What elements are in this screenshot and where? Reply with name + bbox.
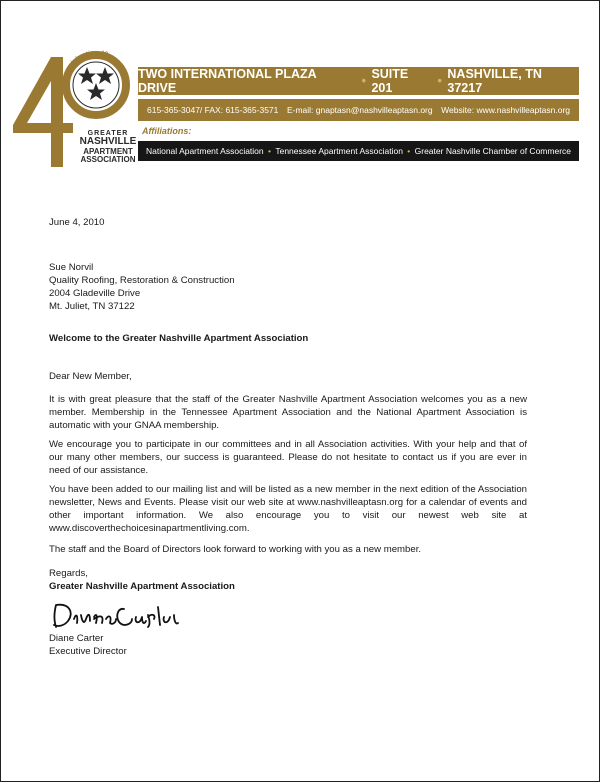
recipient-block [49,261,235,313]
bullet-icon: • [265,146,274,156]
paragraph-mailing-list: You have been added to our mailing list and will be listed as a new member in the next edition of the Association newsletter, News and Events. Please visit our web site at www.nashvilleaptasn.org for a calendar of events and other important information. We also encourage you to visit our newest web site at www.discoverthechoicesinapartmentliving.com. [49,484,527,534]
paragraph-participate: We encourage you to participate in our committees and in all Association activities. With your help and that of our many other members, our success is guaranteed. Please do not hesitate to contact us if you are ever in need of our assistance. [49,439,527,476]
salutation: Dear New Member, [49,371,132,382]
logo-greater: GREATER [87,130,129,137]
paragraph-welcome: It is with great pleasure that the staff of the Greater Nashville Apartment Association welcomes you as a new member. Membership in the Tennessee Apartment Association and the National Apartment Association is automatic with your GNAA membership. [49,394,527,431]
bullet-icon: • [434,74,446,88]
closing-org: Greater Nashville Apartment Association [49,581,235,592]
affiliations-label: Affiliations: [142,126,192,136]
affiliation-chamber: Greater Nashville Chamber of Commerce [414,146,571,156]
affiliation-naa: National Apartment Association [145,146,264,156]
recipient-city: Mt. Juliet, TN 37122 [49,301,135,312]
email-link[interactable]: E-mail: gnaptasn@nashvilleaptasn.org [286,105,433,115]
gnaa-40-years-logo [11,37,139,171]
closing: Regards, [49,568,88,579]
affiliations-bar [138,141,579,161]
signer-title: Executive Director [49,646,127,657]
signer-name: Diane Carter [49,633,104,644]
letter-subject: Welcome to the Greater Nashville Apartment Association [49,333,309,344]
recipient-name: Sue Norvil [49,262,94,273]
address-suite: SUITE 201 [371,67,409,95]
recipient-company: Quality Roofing, Restoration & Construction [49,275,235,286]
website-link[interactable]: Website: www.nashvilleaptasn.org [441,105,570,115]
recipient-street: 2004 Gladeville Drive [49,288,141,299]
logo-apartment: APARTMENT [83,147,133,156]
contact-bar [138,99,579,121]
bullet-icon: • [358,74,370,88]
affiliation-taa: Tennessee Apartment Association [275,146,403,156]
logo-celebrating-text: celebrating 40 years [64,49,126,73]
bullet-icon: • [404,146,413,156]
phone-fax: 615-365-3047/ FAX: 615-365-3571 [147,105,279,115]
letter-date: June 4, 2010 [49,217,105,228]
address-bar [138,67,579,95]
address-city: NASHVILLE, TN 37217 [447,67,542,95]
logo-nashville: NASHVILLE [79,136,137,147]
address-street: TWO INTERNATIONAL PLAZA DRIVE [138,67,317,95]
handwritten-signature [50,601,180,629]
paragraph-staff: The staff and the Board of Directors look forward to working with you as a new member. [49,544,422,555]
logo-association: ASSOCIATION [80,155,136,164]
